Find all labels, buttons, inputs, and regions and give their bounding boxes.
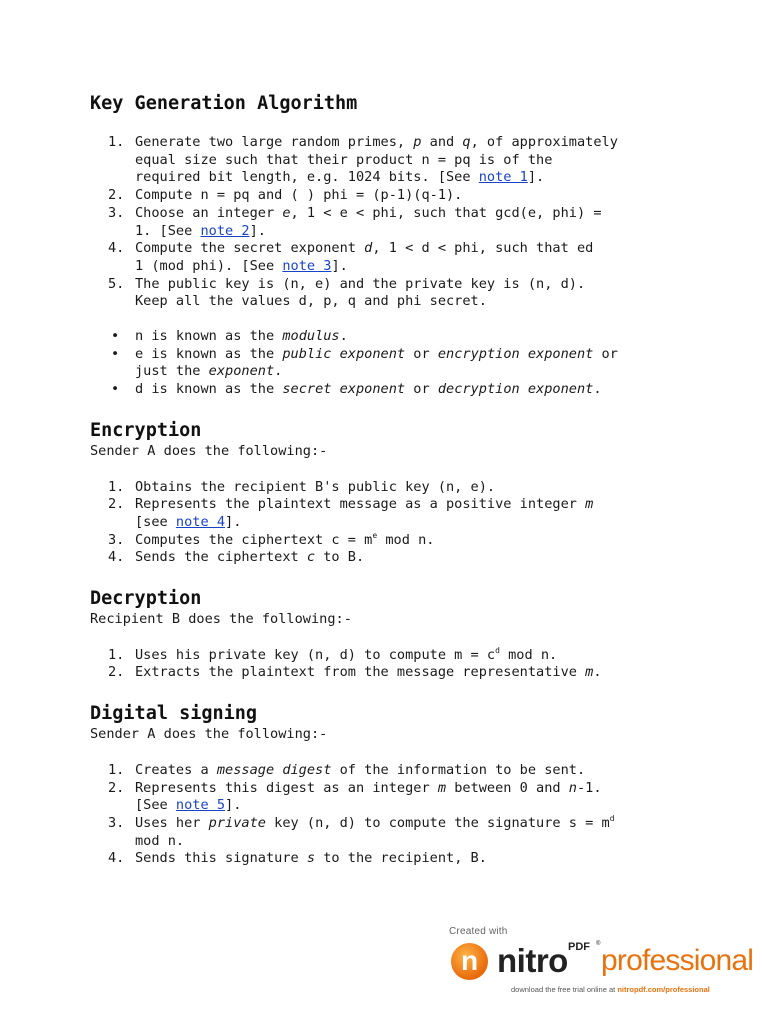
text: mod n. xyxy=(377,531,435,548)
text: ]. xyxy=(225,513,242,530)
term: secret exponent xyxy=(282,381,406,398)
list-item xyxy=(90,276,690,311)
text: required bit length, e.g. 1024 bits. [See xyxy=(135,169,479,186)
list-number: 3. xyxy=(108,204,125,221)
text: Keep all the values d, p, q and phi secret. xyxy=(135,293,487,310)
text: between 0 and xyxy=(446,779,569,796)
bullet: • xyxy=(111,381,120,398)
heading-decryption: Decryption xyxy=(90,588,202,610)
text: Compute n = pq and ( ) phi = (p-1)(q-1). xyxy=(135,187,463,204)
text: of the information to be sent. xyxy=(331,761,586,778)
nitro-wordmark: nitro xyxy=(497,942,568,979)
text: Generate two large random primes, xyxy=(135,134,414,150)
text: 1. [See xyxy=(135,222,201,239)
text: d is known as the xyxy=(135,381,283,398)
text: ]. xyxy=(331,257,348,274)
term: encryption exponent xyxy=(437,345,594,362)
note-3-link[interactable]: note 3 xyxy=(282,257,332,274)
heading-encryption: Encryption xyxy=(90,419,202,441)
text: Sends this signature xyxy=(135,850,307,867)
text: to the recipient, B. xyxy=(315,850,487,867)
term: public exponent xyxy=(282,345,406,362)
nitro-watermark xyxy=(449,926,761,996)
text: or xyxy=(405,381,438,398)
list-item xyxy=(90,850,690,868)
term: private xyxy=(208,814,266,831)
note-4-link[interactable]: note 4 xyxy=(175,513,226,530)
term: message digest xyxy=(216,761,332,778)
decryption-steps xyxy=(90,647,690,682)
list-item xyxy=(90,532,690,550)
term: exponent xyxy=(208,363,275,380)
text: e is known as the xyxy=(135,345,283,362)
text: just the xyxy=(135,363,209,380)
variable: m xyxy=(585,496,594,513)
list-item xyxy=(90,780,690,815)
list-item xyxy=(90,346,690,381)
list-item xyxy=(90,381,690,399)
variable: p xyxy=(413,134,422,150)
text: ]. xyxy=(249,222,266,239)
list-item xyxy=(90,328,690,346)
list-item xyxy=(90,496,690,531)
list-number: 2. xyxy=(108,664,125,681)
download-note xyxy=(511,985,710,994)
variable: q xyxy=(462,134,471,150)
text: , of approximately xyxy=(470,134,618,150)
spacer xyxy=(90,311,690,328)
text: mod n. xyxy=(135,832,185,849)
heading-key-generation: Key Generation Algorithm xyxy=(90,93,358,114)
text: -1. xyxy=(576,779,602,796)
list-number: 3. xyxy=(108,814,125,831)
list-number: 1. xyxy=(108,761,125,778)
signing-steps xyxy=(90,762,690,868)
list-item xyxy=(90,815,690,850)
text: and xyxy=(421,134,463,150)
registered-mark: ® xyxy=(596,941,601,947)
list-item xyxy=(90,479,690,497)
list-number: 2. xyxy=(108,496,125,513)
key-term-bullets xyxy=(90,328,690,399)
superscript: e xyxy=(372,530,378,540)
text: Uses her xyxy=(135,814,209,831)
text: . xyxy=(339,328,348,345)
list-item xyxy=(90,205,690,240)
list-number: 4. xyxy=(108,240,125,257)
text: [see xyxy=(135,513,176,530)
text: Creates a xyxy=(135,761,217,778)
nitro-logo-icon xyxy=(451,943,488,980)
created-with-label: Created with xyxy=(449,926,508,937)
key-generation-steps xyxy=(90,134,690,311)
note-5-link[interactable]: note 5 xyxy=(175,797,226,814)
text: [See xyxy=(135,797,176,814)
superscript: d xyxy=(609,813,615,823)
note-1-link[interactable]: note 1 xyxy=(478,169,528,186)
variable: n xyxy=(568,779,577,796)
text: ]. xyxy=(225,797,242,814)
list-number: 1. xyxy=(108,478,125,495)
text: Sends the ciphertext xyxy=(135,549,307,566)
list-item xyxy=(90,240,690,275)
text: key (n, d) to compute the signature s = m xyxy=(265,814,610,831)
list-number: 4. xyxy=(108,549,125,566)
text: n is known as the xyxy=(135,328,283,345)
list-number: 5. xyxy=(108,275,125,292)
heading-digital-signing: Digital signing xyxy=(90,703,258,725)
variable: e xyxy=(282,204,291,221)
download-link[interactable]: nitropdf.com/professional xyxy=(617,985,710,994)
list-item xyxy=(90,134,690,187)
logo-letter: n xyxy=(460,945,479,976)
intro-text: Sender A does the following:- xyxy=(90,726,328,743)
text: Extracts the plaintext from the message representative xyxy=(135,664,586,681)
variable: s xyxy=(306,850,316,867)
text: , 1 < e < phi, such that gcd(e, phi) = xyxy=(290,204,602,221)
list-number: 2. xyxy=(108,779,125,796)
text: 1 (mod phi). [See xyxy=(135,257,283,274)
text: or xyxy=(405,345,438,362)
text: The public key is (n, e) and the private key is (n, d). xyxy=(135,275,586,292)
text: Represents the plaintext message as a positive integer xyxy=(135,496,586,513)
bullet: • xyxy=(111,328,120,345)
text: Uses his private key (n, d) to compute m = c xyxy=(135,646,496,663)
list-item xyxy=(90,187,690,205)
term: decryption exponent xyxy=(437,381,594,398)
text: , 1 < d < phi, such that ed xyxy=(372,240,594,257)
text: download the free trial online at xyxy=(511,985,618,994)
list-item xyxy=(90,549,690,567)
text: or xyxy=(593,345,618,362)
intro-text: Sender A does the following:- xyxy=(90,442,328,459)
list-number: 1. xyxy=(108,134,125,150)
superscript: d xyxy=(495,645,500,655)
text: Computes the ciphertext c = m xyxy=(135,531,373,548)
bullet: • xyxy=(111,345,120,362)
text: to B. xyxy=(315,549,365,566)
professional-wordmark: professional xyxy=(601,944,754,977)
list-item xyxy=(90,647,690,665)
list-item xyxy=(90,762,690,780)
text: Compute the secret exponent xyxy=(135,240,365,257)
encryption-steps xyxy=(90,479,690,568)
text: . xyxy=(593,381,602,398)
text: ]. xyxy=(527,169,545,186)
text: mod n. xyxy=(499,646,558,663)
variable: c xyxy=(306,549,316,566)
text: Represents this digest as an integer xyxy=(135,779,438,796)
pdf-mark: PDF xyxy=(568,941,590,953)
document-body xyxy=(90,92,690,868)
list-number: 3. xyxy=(108,531,125,548)
text: . xyxy=(593,664,602,681)
text: equal size such that their product n = pq is of the xyxy=(135,151,553,168)
variable: d xyxy=(364,240,373,257)
list-number: 1. xyxy=(108,646,125,663)
intro-text: Recipient B does the following:- xyxy=(90,611,352,628)
note-2-link[interactable]: note 2 xyxy=(200,222,250,239)
list-item xyxy=(90,664,690,682)
text: Choose an integer xyxy=(135,204,283,221)
text: Obtains the recipient B's public key (n, e). xyxy=(135,478,496,495)
list-number: 4. xyxy=(108,850,125,867)
list-number: 2. xyxy=(108,187,125,204)
variable: m xyxy=(585,664,594,681)
term: modulus xyxy=(282,328,340,345)
text: . xyxy=(274,363,283,380)
variable: m xyxy=(437,779,447,796)
